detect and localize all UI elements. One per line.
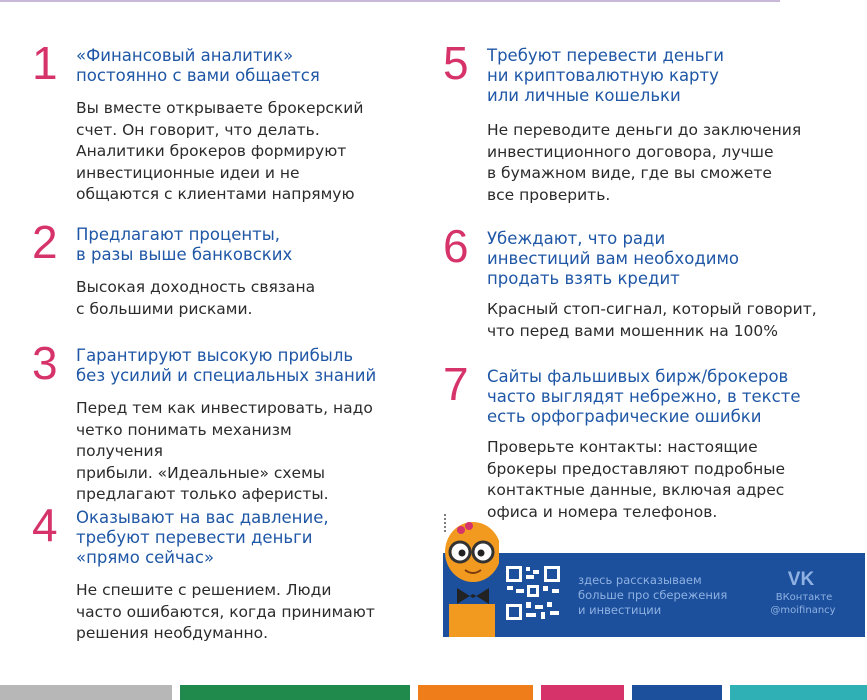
tip-body: Высокая доходность связана с большими рисками. <box>76 278 316 318</box>
tip-body: Вы вместе открываете брокерский счет. Он говорит, что делать. Аналитики брокеров формируют инвестиционные идеи и не общаются с клиентами напрямую <box>76 99 364 203</box>
tip-number: 3 <box>32 337 58 389</box>
tip-body: Не спешите с решением. Люди часто ошибаются, когда принимают решения необдуманно. <box>76 581 375 642</box>
stripe-green <box>180 685 410 700</box>
tip-title: Убеждают, что ради инвестиций вам необходимо продать взять кредит <box>487 229 739 288</box>
tip-title: Требуют перевести деньги ни криптовалютную карту или личные кошельки <box>487 46 724 105</box>
vk-logo-icon[interactable] <box>785 568 817 588</box>
stripe-pink <box>541 685 624 700</box>
tip-title: «Финансовый аналитик» постоянно с вами общается <box>76 46 320 85</box>
tip-6 <box>443 220 853 342</box>
vk-logo-text: VK <box>787 569 815 588</box>
tip-number: 6 <box>443 220 469 272</box>
tip-body: Перед тем как инвестировать, надо четко понимать механизм получения прибыли. «Идеальные» схемы предлагают только аферисты. <box>76 399 373 503</box>
tip-title: Гарантируют высокую прибыль без усилий и специальных знаний <box>76 346 377 385</box>
tip-7 <box>443 358 853 523</box>
stripe-orange <box>418 685 533 700</box>
tip-body: Проверьте контакты: настоящие брокеры предоставляют подробные контактные данные, включая адрес офиса и номера телефонов. <box>487 438 786 521</box>
tip-1 <box>32 37 377 206</box>
tip-title: Оказывают на вас давление, требуют перевести деньги «прямо сейчас» <box>76 508 329 567</box>
promo-text: здесь рассказываем больше про сбережения и инвестиции <box>578 573 728 617</box>
qr-code[interactable] <box>505 565 561 621</box>
tip-5 <box>443 37 853 206</box>
tip-title: Сайты фальшивых бирж/брокеров часто выглядят небрежно, в тексте есть орфографические ошибки <box>487 367 801 426</box>
tip-number: 7 <box>443 358 469 410</box>
tip-title: Предлагают проценты, в разы выше банковских <box>76 225 293 264</box>
tip-4 <box>32 499 377 645</box>
tip-number: 1 <box>32 37 58 89</box>
stripe-teal <box>730 685 867 700</box>
tip-number: 4 <box>32 499 58 551</box>
tip-number: 2 <box>32 216 58 268</box>
tip-body: Не переводите деньги до заключения инвестиционного договора, лучше в бумажном виде, где вы сможете все проверить. <box>487 121 802 204</box>
stripe-blue <box>632 685 722 700</box>
tip-2 <box>32 216 377 320</box>
top-divider <box>0 0 780 2</box>
tip-3 <box>32 337 377 506</box>
tip-number: 5 <box>443 37 469 89</box>
vk-handle[interactable]: @moifinancy <box>770 605 836 616</box>
vk-name: ВКонтакте <box>775 592 833 603</box>
stripe-grey <box>0 685 172 700</box>
tip-body: Красный стоп-сигнал, который говорит, что перед вами мошенник на 100% <box>487 300 817 340</box>
mascot-illustration <box>443 512 499 637</box>
